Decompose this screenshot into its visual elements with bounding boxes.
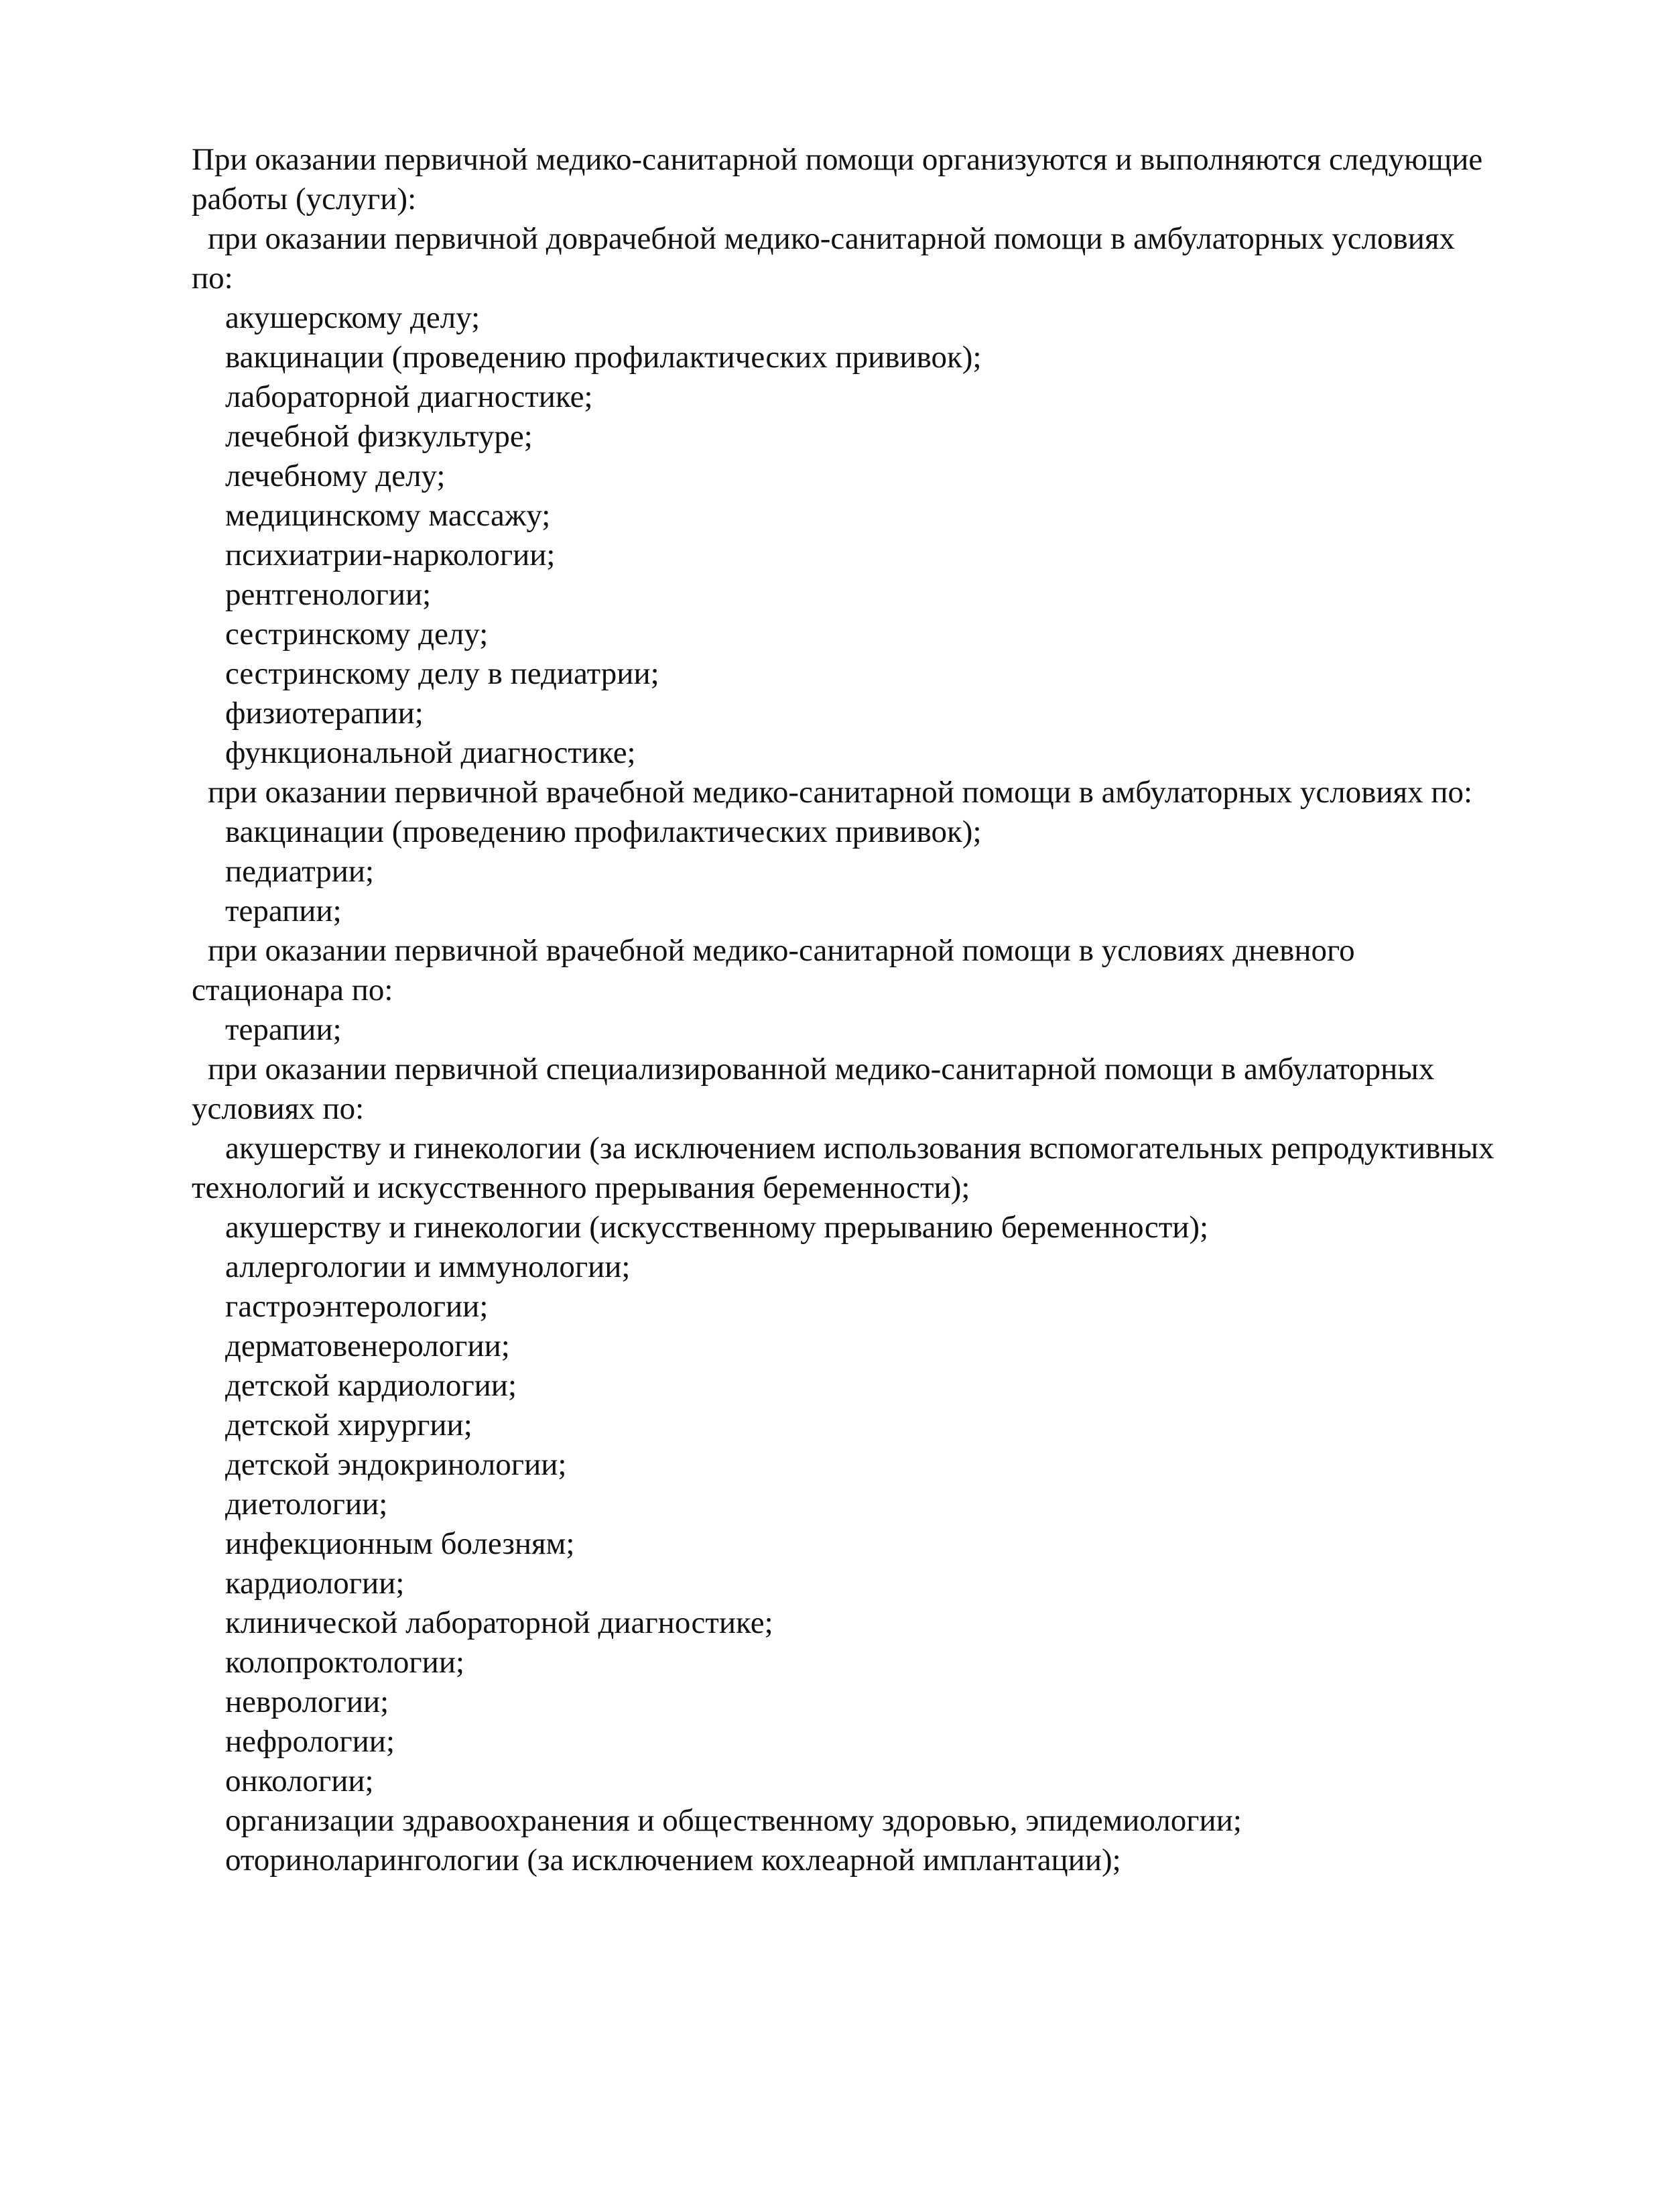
section-heading-line-2: по: (192, 261, 233, 296)
section-heading-line-2: условиях по: (192, 1091, 365, 1126)
list-item: клинической лабораторной диагностике; (225, 1605, 773, 1640)
list-item: медицинскому массажу; (225, 498, 551, 533)
list-item-line-1: акушерству и гинекологии (за исключением использования вспомогательных репродуктивных (225, 1131, 1494, 1166)
list-item: гастроэнтерологии; (225, 1289, 489, 1324)
list-item: детской эндокринологии; (225, 1447, 567, 1482)
list-item: детской кардиологии; (225, 1368, 517, 1403)
list-item: детской хирургии; (225, 1408, 472, 1442)
section-heading-line-2: стационара по: (192, 973, 393, 1007)
list-item-line-2: технологий и искусственного прерывания беременности); (192, 1170, 970, 1205)
list-item: акушерскому делу; (225, 300, 481, 335)
list-item: неврологии; (225, 1684, 389, 1719)
list-item: терапии; (225, 1012, 342, 1047)
list-item: онкологии; (225, 1764, 374, 1798)
list-item: рентгенологии; (225, 577, 432, 612)
list-item: оториноларингологии (за исключением кохлеарной имплантации); (225, 1843, 1121, 1878)
list-item: физиотерапии; (225, 696, 424, 731)
list-item: кардиологии; (225, 1566, 405, 1601)
section-heading-line-1: при оказании первичной врачебной медико-санитарной помощи в условиях дневного (208, 933, 1355, 968)
list-item: колопроктологии; (225, 1645, 465, 1680)
section-heading-line-1: при оказании первичной доврачебной медико-санитарной помощи в амбулаторных условиях (208, 221, 1456, 256)
list-item: психиатрии-наркологии; (225, 538, 556, 572)
list-item: педиатрии; (225, 854, 375, 889)
list-item: сестринскому делу; (225, 617, 489, 652)
paragraph-intro-line-2: работы (услуги): (192, 182, 417, 217)
paragraph-intro-line-1: При оказании первичной медико-санитарной помощи организуются и выполняются следующие (192, 142, 1483, 177)
list-item: лечебному делу; (225, 458, 446, 493)
list-item: лабораторной диагностике; (225, 379, 593, 414)
list-item: вакцинации (проведению профилактических прививок); (225, 814, 982, 849)
list-item: акушерству и гинекологии (искусственному прерыванию беременности); (225, 1210, 1209, 1245)
list-item: сестринскому делу в педиатрии; (225, 656, 659, 691)
list-item: организации здравоохранения и общественному здоровью, эпидемиологии; (225, 1803, 1242, 1838)
list-item: нефрологии; (225, 1724, 395, 1759)
list-item: диетологии; (225, 1487, 388, 1522)
section-heading-line-1: при оказании первичной специализированной медико-санитарной помощи в амбулаторных (208, 1052, 1435, 1087)
document-body (192, 140, 1552, 1880)
list-item: инфекционным болезням; (225, 1526, 575, 1561)
section-heading: при оказании первичной врачебной медико-санитарной помощи в амбулаторных условиях по: (208, 775, 1473, 810)
list-item: дерматовенерологии; (225, 1329, 510, 1363)
list-item: вакцинации (проведению профилактических прививок); (225, 340, 982, 375)
list-item: лечебной физкультуре; (225, 419, 533, 454)
list-item: аллергологии и иммунологии; (225, 1249, 631, 1284)
list-item: функциональной диагностике; (225, 735, 636, 770)
list-item: терапии; (225, 894, 342, 928)
